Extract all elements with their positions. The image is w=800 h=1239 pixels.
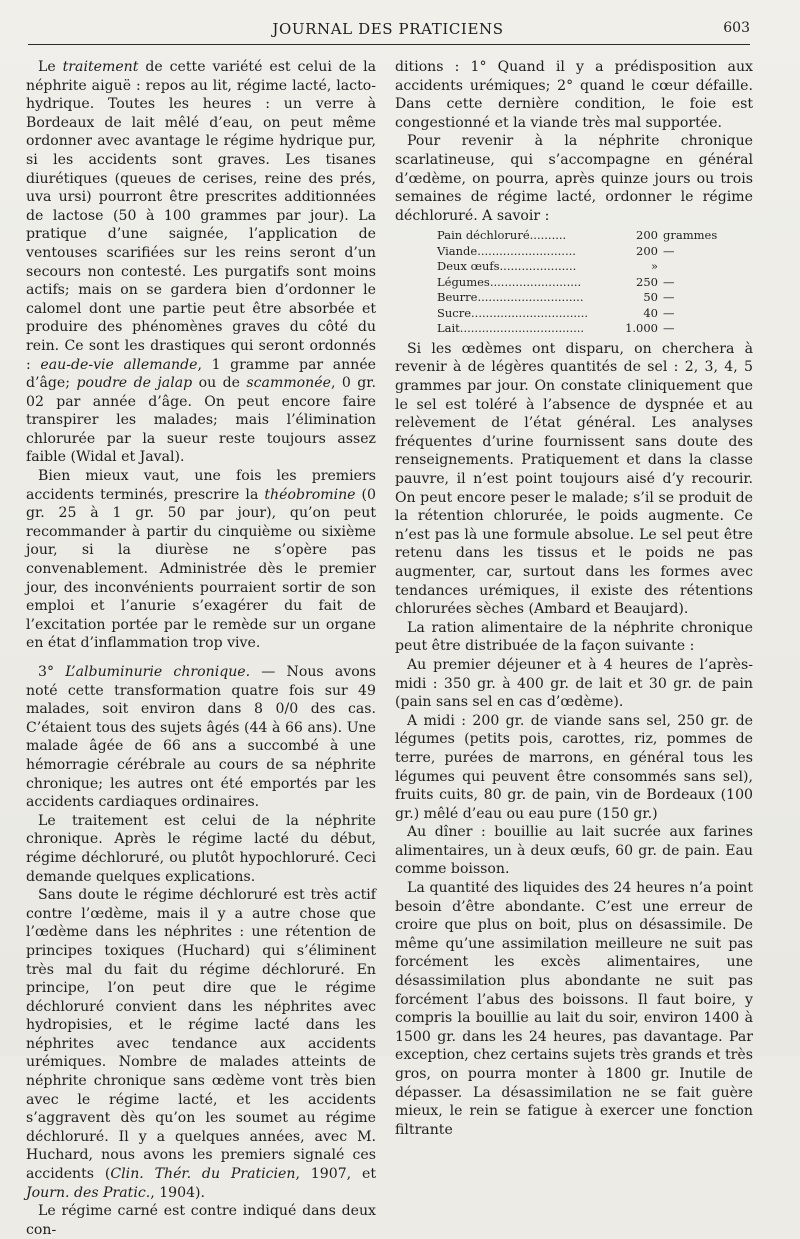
paragraph-diner: Au dîner : bouillie au lait sucrée aux farines alimentaires, un à deux œufs, 60 gr. de pain. Eau comme boisson.: [395, 824, 753, 878]
paragraph-traitement-aigu: Le traitement de cette variété est celui de la néphrite aiguë : repos au lit, régime lacté, lacto-hydrique. Toutes les heures : un verre à Bordeaux de lait mêlé d’eau, on peut même ordonner avec avantage le régime hydrique pur, si les accidents sont graves. Les tisanes diurétiques (queues de cerises, reine des prés, uva ursi) pourront être prescrites additionnées de lactose (50 à 100 grammes par jour). La pratique d’une saignée, l’application de ventouses scarifiées sur les reins seront d’un secours non contesté. Les purgatifs sont moins actifs; mais on se gardera bien d’ordonner le calomel dont une partie peut être absorbée et produire des phénomènes graves du côté du rein. Ce sont les drastiques qui seront ordonnés : eau-de-vie allemande, 1 gramme par année d’âge; poudre de jalap ou de scammonée, 0 gr. 02 par année d’âge. On peut encore faire transpirer les malades; mais l’élimination chlorurée par la sueur reste toujours assez faible (Widal et Javal).: [26, 59, 377, 466]
regime-quantity: 1.000: [625, 321, 658, 336]
right-column: [395, 58, 753, 1138]
paragraph-conditions: ditions : 1° Quand il y a prédisposition aux accidents urémiques; 2° quand le cœur défaille. Dans cette dernière condition, le foie est congestionné et la viande très mal supportée.: [395, 59, 753, 131]
paragraph-albuminurie-chronique: 3° L’albuminurie chronique. — Nous avons noté cette transformation quatre fois sur 49 malades, soit environ dans 8 0/0 des cas. C’étaient tous des sujets âgés (44 à 66 ans). Une malade âgée de 66 ans a succombé à une hémorragie cérébrale au cours de sa néphrite chronique; les autres ont été emportés par les accidents cardiaques ordinaires.: [26, 664, 376, 811]
paragraph-liquides: La quantité des liquides des 24 heures n’a point besoin d’être abondante. C’est une erreur de croire que plus on boit, plus on désassimile. De même qu’une assimilation meilleure ne suit pas forcément les excès alimentaires, une désassimilation plus abondante ne suit pas forcément l’abus des boissons. Il faut boire, y compris la bouillie au lait du soir, environ 1400 à 1500 gr. dans les 24 heures, pas davantage. Par exception, chez certains sujets très grands et très gros, on pourra monter à 1800 gr. Inutile de dépasser. La désassimilation ne se fait guère mieux, le rein se fatigue à exercer une fonction filtrante: [395, 880, 753, 1138]
regime-quantity: 200: [636, 228, 658, 243]
regime-item: Légumes.........................: [437, 274, 582, 289]
regime-quantity: 250: [636, 274, 658, 289]
page-number: 603: [723, 20, 750, 36]
regime-item: Pain déchloruré..........: [437, 228, 567, 243]
regime-quantity: 50: [643, 290, 658, 305]
paragraph-dejeuner: Au premier déjeuner et à 4 heures de l’après-midi : 350 gr. à 400 gr. de lait et 30 gr. de pain (pain sans sel en cas d’œdème).: [395, 656, 753, 711]
paragraph-traitement-chronique: Le traitement est celui de la néphrite chronique. Après le régime lacté du début, régime déchloruré, ou plutôt hypochloruré. Ceci demande quelques explications.: [26, 812, 376, 885]
regime-row: [437, 306, 717, 322]
page-header: [26, 20, 750, 42]
regime-row: [437, 290, 717, 306]
left-column: [26, 58, 377, 1238]
regime-row: [437, 244, 717, 260]
regime-row: [437, 259, 717, 275]
regime-quantity: 200: [636, 243, 658, 258]
regime-row: [437, 321, 717, 337]
regime-unit: —: [663, 321, 675, 336]
regime-item: Lait..................................: [437, 321, 585, 336]
paragraph-regime-carne: Le régime carné est contre indiqué dans deux con-: [26, 1203, 376, 1238]
header-rule: [28, 44, 750, 45]
regime-item: Beurre.............................: [437, 290, 584, 305]
regime-unit: —: [663, 290, 675, 305]
regime-row: [437, 228, 717, 244]
regime-row: [437, 275, 717, 291]
regime-unit: —: [663, 305, 675, 320]
paragraph-sel: Si les œdèmes ont disparu, on cherchera à revenir à de légères quantités de sel : 2, 3, 4, 5 grammes par jour. On constate cliniquement que le sel est toléré à l’absence de dyspnée et au relèvement de l’état général. Les analyses fréquentes d’urine fournissent sans doute des renseignements. Pratiquement et dans la classe pauvre, il n’est point toujours aisé d’y recourir. On peut encore peser le malade; s’il se produit de la rétention chlorurée, le poids augmente. Ce n’est pas là une formule absolue. Le sel peut être retenu dans les tissus et le poids ne pas augmenter, car, surtout dans les formes avec tendances urémiques, il existe des rétentions chlorurées sèches (Ambard et Beaujard).: [395, 340, 753, 618]
regime-unit: grammes: [663, 228, 718, 243]
paragraph-midi: A midi : 200 gr. de viande sans sel, 250 gr. de légumes (petits pois, carottes, riz, pommes de terre, purées de marrons, en général tous les légumes qui peuvent être consommés sans sel), fruits cuits, 80 gr. de pain, vin de Bordeaux (100 gr.) mêlé d’eau ou eau pure (150 gr.): [395, 712, 753, 822]
regime-unit: —: [663, 274, 675, 289]
regime-item: Sucre................................: [437, 305, 589, 320]
regime-unit: —: [663, 243, 675, 258]
paragraph-scarlatineuse: Pour revenir à la néphrite chronique scarlatineuse, qui s’accompagne en général d’œdème, on pourra, après quinze jours ou trois semaines de régime lacté, ordonner le régime déchloruré. A savoir :: [395, 133, 753, 224]
paragraph-regime-dechlorure: Sans doute le régime déchloruré est très actif contre l’œdème, mais il y a autre chose que l’œdème dans les néphrites : une rétention de principes toxiques (Huchard) qui s’éliminent très mal du fait du régime déchloruré. En principe, l’on peut dire que le régime déchloruré convient dans les néphrites avec hydropisies, et le régime lacté dans les néphrites avec tendance aux accidents urémiques. Nombre de malades atteints de néphrite chronique sans œdème vont très bien avec le régime lacté, et les accidents s’aggravent dès qu’on les soumet au régime déchloruré. Il y a quelques années, avec M. Huchard, nous avons les premiers signalé ces accidents (Clin. Thér. du Praticien, 1907, et Journ. des Pratic., 1904).: [26, 887, 377, 1201]
regime-quantity: »: [650, 259, 658, 274]
regime-table: [437, 228, 717, 337]
regime-item: Viande...........................: [437, 243, 576, 258]
regime-quantity: 40: [643, 305, 658, 320]
regime-item: Deux œufs.....................: [437, 259, 577, 274]
paragraph-theobromine: Bien mieux vaut, une fois les premiers accidents terminés, prescrire la théobromine (0 gr. 25 à 1 gr. 50 par jour), qu’on peut recommander à partir du cinquième ou sixième jour, si la diurèse ne s’opère pas convenablement. Administrée dès le premier jour, des inconvénients pourraient sortir de son emploi et l’anurie s’exagérer du fait de l’excitation portée par le remède sur un organe en état d’inflammation trop vive.: [26, 468, 377, 652]
regime-unit: [658, 259, 717, 275]
journal-title: JOURNAL DES PRATICIENS: [272, 20, 504, 38]
paragraph-ration: La ration alimentaire de la néphrite chronique peut être distribuée de la façon suivante :: [395, 619, 753, 655]
